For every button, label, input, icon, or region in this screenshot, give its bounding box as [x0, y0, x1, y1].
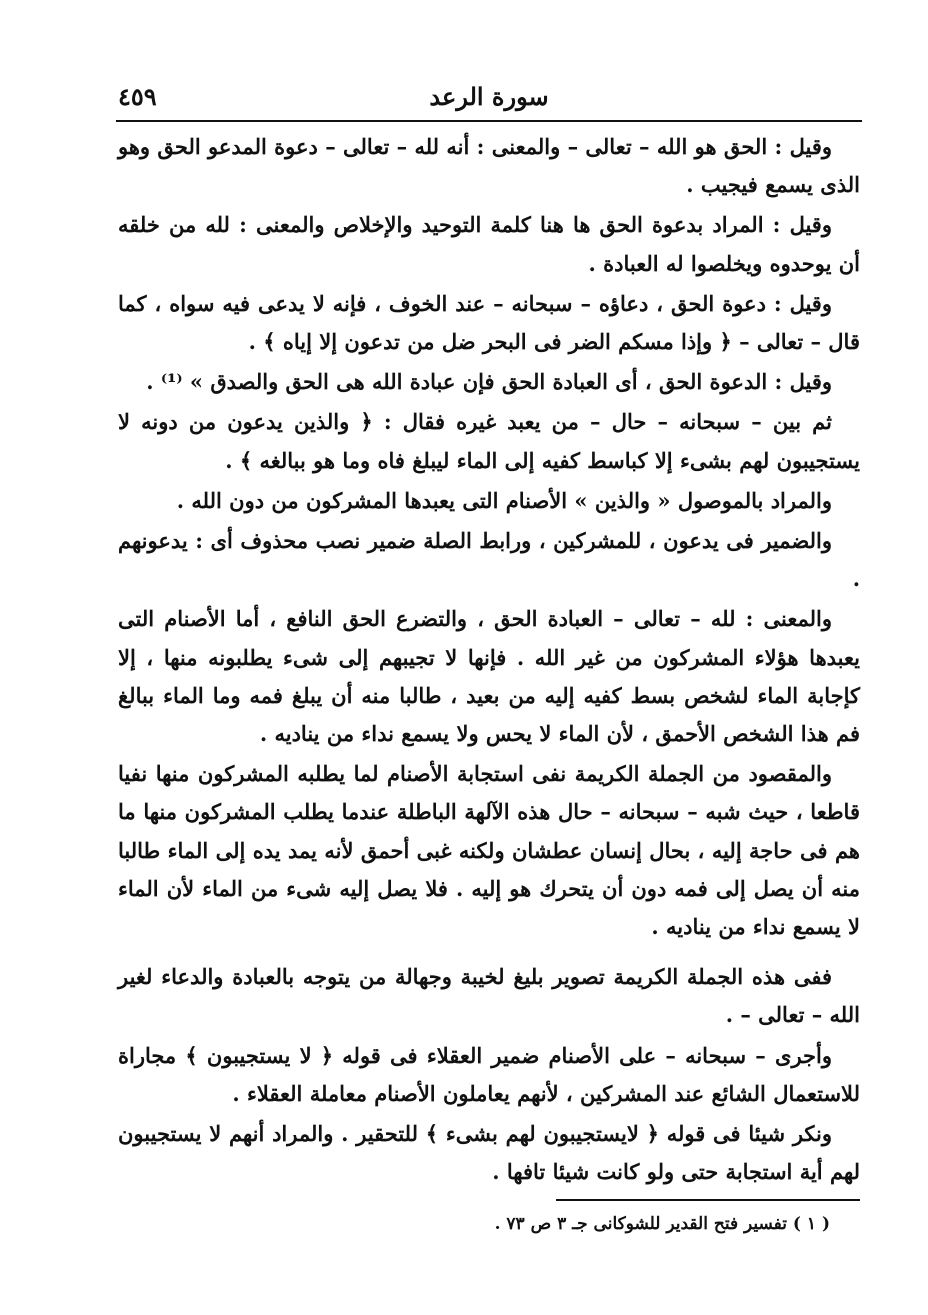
paragraph: ثم بين – سبحانه – حال – من يعبد غيره فقال : ﴿ والذين يدعون من دونه لا يستجيبون لهم بشىء إلا كباسط كفيه إلى الماء ليبلغ فاه وما هو ببالغه ﴾ . [118, 409, 860, 473]
paragraph: والضمير فى يدعون ، للمشركين ، ورابط الصلة ضمير نصب محذوف أى : يدعونهم . [118, 528, 860, 592]
paragraph: والمراد بالموصول « والذين » الأصنام التى يعبدها المشركون من دون الله . [176, 487, 832, 513]
footnote-rule [556, 1199, 860, 1201]
paragraph: وقيل : المراد بدعوة الحق ها هنا كلمة التوحيد والإخلاص والمعنى : لله من خلقه أن يوحدوه ويخلصوا له العبادة . [118, 212, 860, 276]
paragraph: وقيل : الحق هو الله – تعالى – والمعنى : أنه لله – تعالى – دعوة المدعو الحق وهو الذى يسمع فيجيب . [118, 134, 860, 198]
page-header [118, 82, 860, 112]
paragraph: والمقصود من الجملة الكريمة نفى استجابة الأصنام لما يطلبه المشركون منها نفيا قاطعا ، حيث شبه – سبحانه – حال هذه الآلهة الباطلة عندما يطلب المشركون منها ما هم فى حاجة إليه ، بحال إنسان عطشان ولكنه غبى أحمق لأنه يمد يده إلى الماء طالبا منه أن يصل إلى فمه دون أن يتحرك هو إليه . فلا يصل إليه شىء من الماء لأن الماء لا يسمع نداء من يناديه . [118, 761, 860, 940]
header-rule [116, 120, 862, 122]
footnote: ( ١ ) تفسير فتح القدير للشوكانى جـ ٣ ص ٧٣ . [494, 1214, 830, 1234]
chapter-title: سورة الرعد [429, 82, 549, 111]
page-number: ٤٥٩ [118, 82, 157, 111]
paragraph: والمعنى : لله – تعالى – العبادة الحق ، والتضرع الحق النافع ، أما الأصنام التى يعبدها هؤلاء المشركون من غير الله . فإنها لا تجيبهم إلى شىء يطلبونه منها ، إلا كإجابة الماء لشخص بسط كفيه إليه من بعيد ، طالبا منه أن يبلغ فمه وما الماء ببالغ فم هذا الشخص الأحمق ، لأن الماء لا يحس ولا يسمع نداء من يناديه . [118, 606, 860, 747]
paragraph: ونكر شيئا فى قوله ﴿ لايستجيبون لهم بشىء ﴾ للتحقير . والمراد أنهم لا يستجيبون لهم أية استجابة حتى ولو كانت شيئا تافها . [118, 1121, 860, 1185]
paragraph: ففى هذه الجملة الكريمة تصوير بليغ لخيبة وجهالة من يتوجه بالعبادة والدعاء لغير الله – تعالى – . [118, 964, 860, 1028]
paragraph: وقيل : دعوة الحق ، دعاؤه – سبحانه – عند الخوف ، فإنه لا يدعى فيه سواه ، كما قال – تعالى – ﴿ وإذا مسكم الضر فى البحر ضل من تدعون إلا إياه ﴾ . [118, 290, 860, 355]
paragraph: وأجرى – سبحانه – على الأصنام ضمير العقلاء فى قوله ﴿ لا يستجيبون ﴾ مجاراة للاستعمال الشائع عند المشركين ، لأنهم يعاملون الأصنام معاملة العقلاء . [118, 1042, 860, 1106]
paragraph: وقيل : الدعوة الحق ، أى العبادة الحق فإن عبادة الله هى الحق والصدق » ⁽¹⁾ . [146, 369, 832, 395]
body-text [118, 128, 860, 1193]
